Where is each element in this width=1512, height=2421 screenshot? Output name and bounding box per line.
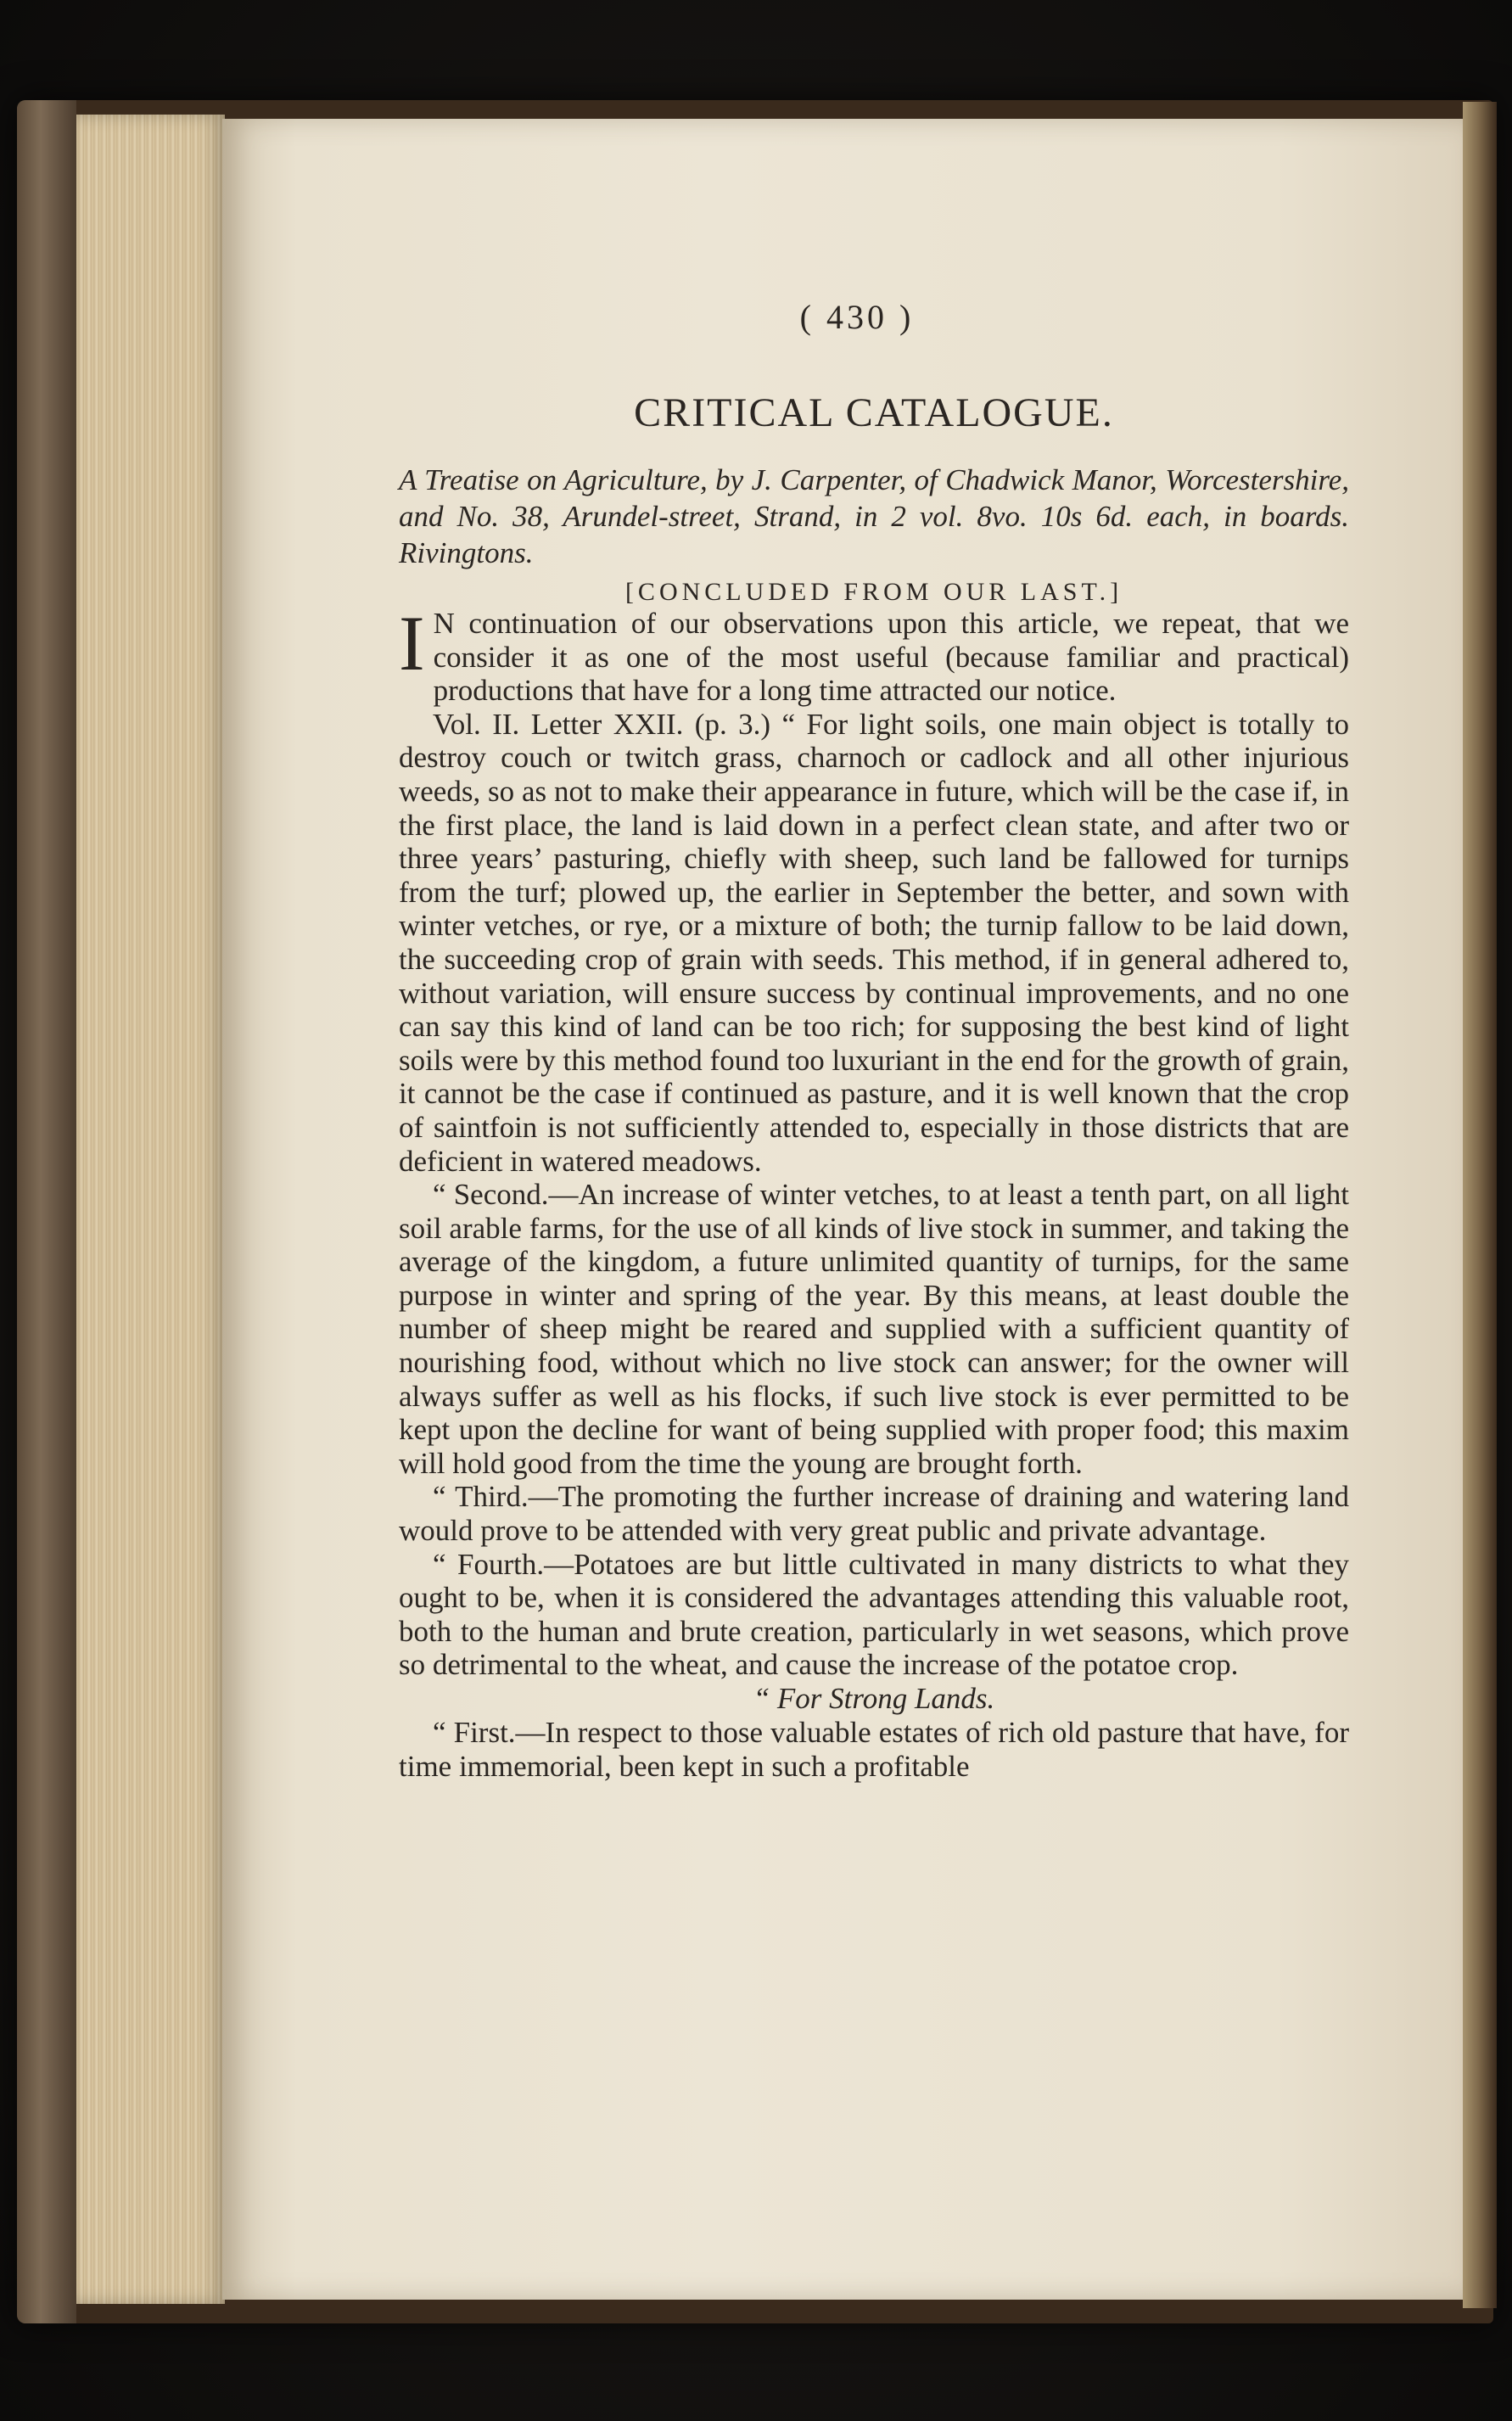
paragraph-3: “ Second.—An increase of winter vetches, to at least a tenth part, on all light soil arable farms, for the use of all kinds of live stock in summer, and taking the average of the kingdom, a future unlimited quantity of turnips, for the same purpose in winter and spring of the year. By this means, at least double the number of sheep might be reared and supplied with a sufficient quantity of nourishing food, without which no live stock can answer; for the owner will always suffer as well as his flocks, if such live stock is ever permitted to be kept upon the decline for want of being supplied with proper food; this maxim will hold good from the time the young are brought forth. (399, 1178, 1349, 1480)
book-cover-edge (17, 100, 76, 2323)
page-text (399, 297, 1349, 1783)
paragraph-5: “ Fourth.—Potatoes are but little cultivated in many districts to what they ought to be, when it is considered the advantages attending this valuable root, both to the human and brute creation, particularly in wet seasons, which prove so detrimental to the wheat, and cause the increase of the potatoe crop. (399, 1547, 1349, 1682)
right-page-edge (1463, 102, 1497, 2308)
paragraph-1-text: N continuation of our observations upon this article, we repeat, that we consider it as one of the most useful (because familiar and practical) productions that have for a long time attracted our notice. (433, 607, 1349, 708)
paragraph-2: Vol. II. Letter XXII. (p. 3.) “ For light soils, one main object is totally to destroy couch or twitch grass, charnoch or cadlock and all other injurious weeds, so as not to make their appearance in future, which will be the case if, in the first place, the land is laid down in a perfect clean state, and after two or three years’ pasturing, chiefly with sheep, such land be fallowed for turnips from the turf; plowed up, the earlier in September the better, and sown with winter vetches, or rye, or a mixture of both; the turnip fallow to be laid down, the succeeding crop of grain with seeds. This method, if in general adhered to, without variation, will ensure success by continual improvements, and no one can say this kind of land can be too rich; for supposing the best kind of light soils were by this method found too luxuriant in the end for the growth of grain, it cannot be the case if continued as pasture, and it is well known that the crop of saintfoin is not sufficiently attended to, especially in those districts that are deficient in watered meadows. (399, 707, 1349, 1178)
subhead-strong-lands: “ For Strong Lands. (753, 1682, 995, 1715)
page-heading: CRITICAL CATALOGUE. (634, 390, 1114, 435)
paragraph-4: “ Third.—The promoting the further increase of draining and watering land would prove to be attended with very great public and private advantage. (399, 1480, 1349, 1548)
paragraph-1 (399, 600, 1349, 708)
paragraph-6: “ First.—In respect to those valuable estates of rich old pasture that have, for time immemorial, been kept in such a profitable (399, 1716, 1349, 1783)
drop-cap: I (399, 600, 425, 687)
concluded-note: [CONCLUDED FROM OUR LAST.] (624, 578, 1123, 606)
page-edges (76, 115, 225, 2304)
page-number: ( 430 ) (799, 298, 915, 336)
book-citation: A Treatise on Agriculture, by J. Carpenter, of Chadwick Manor, Worcestershire, and No. 38, Arundel-street, Strand, in 2 vol. 8vo. 10s 6d. each, in boards. Rivingtons. (399, 463, 1349, 569)
